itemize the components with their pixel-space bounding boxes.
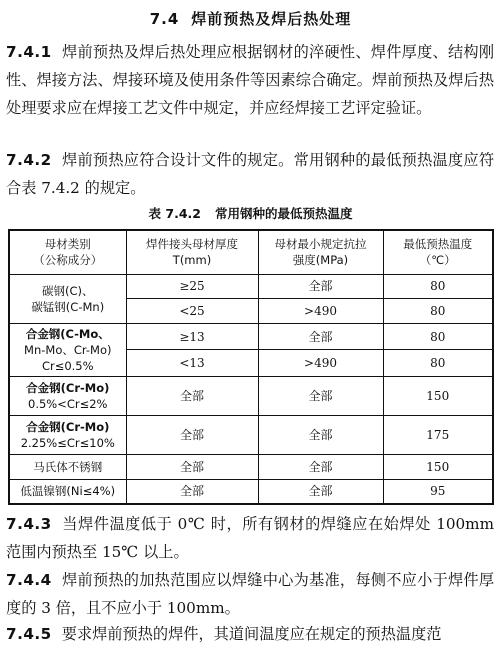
header-material: 母材类别 （公称成分） <box>9 230 126 274</box>
section-title <box>0 8 501 29</box>
strength-cell: 全部 <box>258 455 383 480</box>
strength-cell: >490 <box>258 299 383 324</box>
temperature-cell: 80 <box>383 350 493 377</box>
paragraph-text: 当焊件温度低于 0℃ 时，所有钢材的焊缝应在始焊处 100mm 范围内预热至 15℃ 以上。 <box>6 515 494 561</box>
paragraph-text: 焊前预热应符合设计文件的规定。常用钢种的最低预热温度应符合表 7.4.2 的规定。 <box>6 151 494 197</box>
table-row <box>9 455 493 480</box>
section-number: 7.4 <box>149 10 180 28</box>
paragraph-number: 7.4.3 <box>6 515 52 533</box>
strength-cell: 全部 <box>258 323 383 350</box>
paragraph-number: 7.4.2 <box>6 151 52 169</box>
paragraph-7-4-4 <box>6 566 494 622</box>
temperature-cell: 80 <box>383 323 493 350</box>
strength-cell: 全部 <box>258 416 383 455</box>
thickness-cell: <13 <box>126 350 258 377</box>
paragraph-7-4-3 <box>6 510 494 566</box>
thickness-cell: 全部 <box>126 416 258 455</box>
thickness-cell: ≥25 <box>126 274 258 299</box>
thickness-cell: 全部 <box>126 479 258 504</box>
thickness-cell: ≥13 <box>126 323 258 350</box>
temperature-cell: 95 <box>383 479 493 504</box>
paragraph-text: 焊前预热的加热范围应以焊缝中心为基准，每侧不应小于焊件厚度的 3 倍，且不应小于 100mm。 <box>6 571 494 617</box>
paragraph-7-4-5 <box>6 620 494 648</box>
header-strength: 母材最小规定抗拉 强度(MPa) <box>258 230 383 274</box>
table-caption-number: 表 7.4.2 <box>148 206 201 221</box>
material-cell: 低温镍钢(Ni≤4%) <box>9 479 126 504</box>
thickness-cell: 全部 <box>126 377 258 416</box>
paragraph-text: 焊前预热及焊后热处理应根据钢材的淬硬性、焊件厚度、结构刚性、焊接方法、焊接环境及使用条件等因素综合确定。焊前预热及焊后热处理要求应在焊接工艺文件中规定，并应经焊接工艺评定验证。 <box>6 43 494 117</box>
paragraph-number: 7.4.4 <box>6 571 52 589</box>
temperature-cell: 150 <box>383 455 493 480</box>
header-temperature: 最低预热温度 （℃） <box>383 230 493 274</box>
paragraph-7-4-1 <box>6 38 494 122</box>
table-row <box>9 377 493 416</box>
table-caption <box>0 204 501 222</box>
table-header-row <box>9 230 493 274</box>
thickness-cell: 全部 <box>126 455 258 480</box>
section-heading: 焊前预热及焊后热处理 <box>191 10 352 28</box>
strength-cell: 全部 <box>258 479 383 504</box>
table-row <box>9 416 493 455</box>
material-cell: 碳钢(C)、 碳锰钢(C-Mn) <box>9 274 126 323</box>
table-row <box>9 274 493 299</box>
temperature-cell: 175 <box>383 416 493 455</box>
material-cell: 合金钢(C-Mo、 Mn-Mo、Cr-Mo) Cr≤0.5% <box>9 323 126 376</box>
table-row <box>9 323 493 350</box>
table-caption-title: 常用钢种的最低预热温度 <box>214 206 353 221</box>
paragraph-text: 要求焊前预热的焊件，其道间温度应在规定的预热温度范 <box>61 625 442 643</box>
temperature-cell: 80 <box>383 299 493 324</box>
strength-cell: >490 <box>258 350 383 377</box>
paragraph-7-4-2 <box>6 146 494 202</box>
preheat-temperature-table <box>8 229 494 505</box>
paragraph-number: 7.4.1 <box>6 43 52 61</box>
material-cell: 马氏体不锈钢 <box>9 455 126 480</box>
header-thickness: 焊件接头母材厚度 T(mm) <box>126 230 258 274</box>
strength-cell: 全部 <box>258 274 383 299</box>
strength-cell: 全部 <box>258 377 383 416</box>
thickness-cell: <25 <box>126 299 258 324</box>
table-row <box>9 479 493 504</box>
temperature-cell: 150 <box>383 377 493 416</box>
material-cell: 合金钢(Cr-Mo) 0.5%<Cr≤2% <box>9 377 126 416</box>
material-cell: 合金钢(Cr-Mo) 2.25%≤Cr≤10% <box>9 416 126 455</box>
paragraph-number: 7.4.5 <box>6 625 52 643</box>
temperature-cell: 80 <box>383 274 493 299</box>
